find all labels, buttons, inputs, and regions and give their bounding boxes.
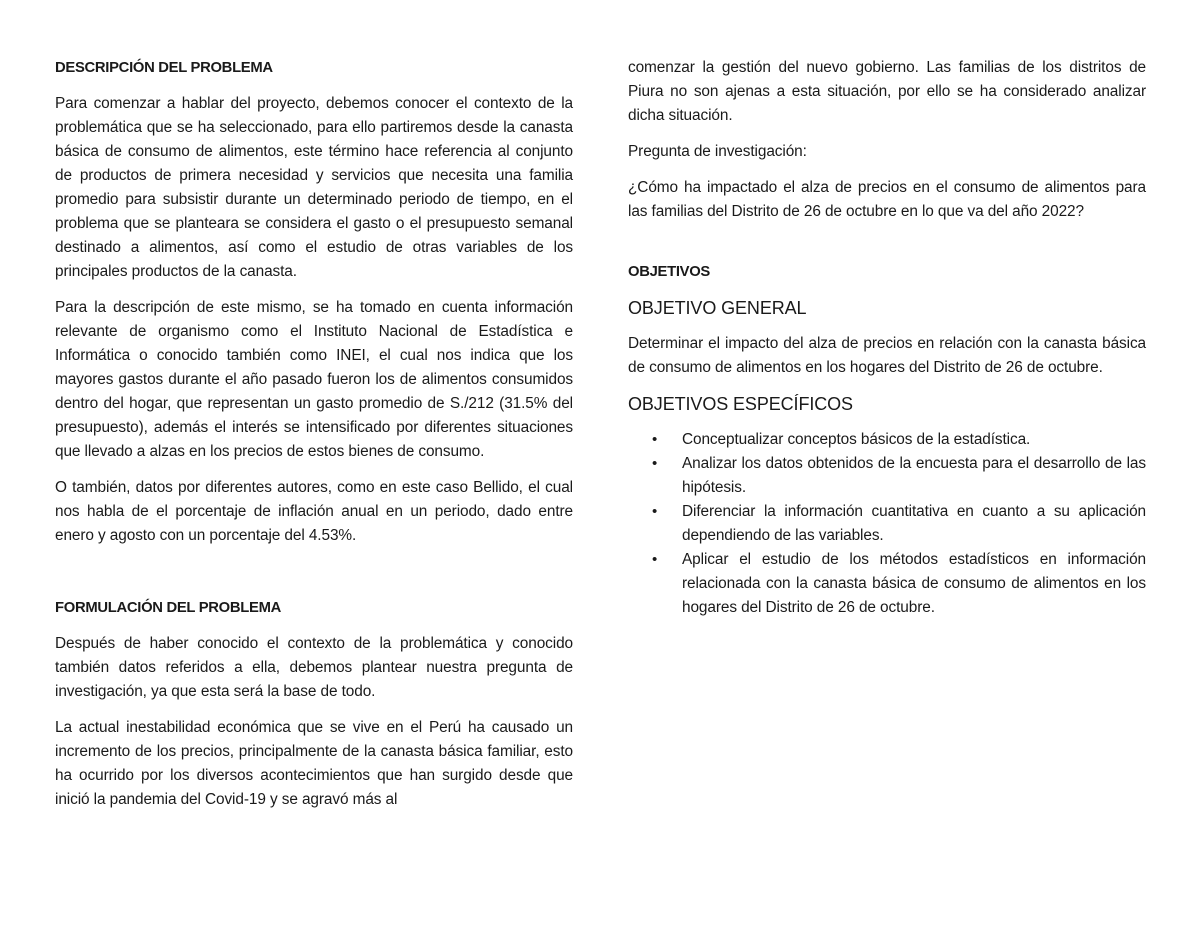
objectives-heading: OBJETIVOS	[628, 264, 710, 280]
right-column	[628, 56, 1146, 620]
list-item	[628, 452, 1146, 500]
left-column	[55, 56, 573, 812]
general-objective-text: Determinar el impacto del alza de precios en relación con la canasta básica de consumo de alimentos en los hogares del Distrito de 26 de octubre.	[628, 335, 1146, 376]
bullet-icon: •	[652, 503, 658, 520]
list-item	[628, 428, 1146, 452]
list-item-text: Diferenciar la información cuantitativa en cuanto a su aplicación dependiendo de las variables.	[682, 503, 1146, 544]
bullet-icon: •	[652, 455, 658, 472]
general-objective-heading: OBJETIVO GENERAL	[628, 298, 807, 318]
list-item	[628, 500, 1146, 548]
bullet-icon: •	[652, 431, 658, 448]
list-item-text: Aplicar el estudio de los métodos estadísticos en información relacionada con la canasta básica de consumo de alimentos en los hogares del Distrito de 26 de octubre.	[682, 551, 1146, 616]
list-item	[628, 548, 1146, 620]
specific-objectives-list	[628, 428, 1146, 620]
description-paragraph-1: Para comenzar a hablar del proyecto, debemos conocer el contexto de la problemática que se ha seleccionado, para ello partiremos desde la canasta básica de consumo de alimentos, este término hace referencia al conjunto de productos de primera necesidad y servicios que necesita una familia promedio para subsistir durante un determinado periodo de tiempo, en el problema que se planteara se considera el gasto o el presupuesto semanal destinado a alimentos, así como el estudio de otras variables de los principales productos de la canasta.	[55, 95, 573, 280]
formulation-paragraph-1: Después de haber conocido el contexto de la problemática y conocido también datos referidos a ella, debemos plantear nuestra pregunta de investigación, ya que esta será la base de todo.	[55, 635, 573, 700]
formulation-paragraph-2: La actual inestabilidad económica que se vive en el Perú ha causado un incremento de los precios, principalmente de la canasta básica familiar, esto ha ocurrido por los diversos acontecimientos que han surgido desde que inició la pandemia del Covid-19 y se agravó más al	[55, 719, 573, 808]
research-question-text: ¿Cómo ha impactado el alza de precios en el consumo de alimentos para las familias del Distrito de 26 de octubre en lo que va del año 2022?	[628, 179, 1146, 220]
description-heading: DESCRIPCIÓN DEL PROBLEMA	[55, 60, 273, 76]
research-question-label: Pregunta de investigación:	[628, 143, 807, 160]
list-item-text: Conceptualizar conceptos básicos de la estadística.	[682, 431, 1031, 448]
description-paragraph-2: Para la descripción de este mismo, se ha tomado en cuenta información relevante de organismo como el Instituto Nacional de Estadística e Informática o conocido también como INEI, el cual nos indica que los mayores gastos durante el año pasado fueron los de alimentos consumidos dentro del hogar, que representan un gasto promedio de S./212 (31.5% del presupuesto), además el interés se intensificado por diferentes situaciones que llevado a alzas en los precios de estos bienes de consumo.	[55, 299, 573, 460]
formulation-continuation: comenzar la gestión del nuevo gobierno. Las familias de los distritos de Piura no son ajenas a esta situación, por ello se ha considerado analizar dicha situación.	[628, 59, 1146, 124]
formulation-heading: FORMULACIÓN DEL PROBLEMA	[55, 600, 281, 616]
bullet-icon: •	[652, 551, 658, 568]
specific-objectives-heading: OBJETIVOS ESPECÍFICOS	[628, 394, 853, 414]
list-item-text: Analizar los datos obtenidos de la encuesta para el desarrollo de las hipótesis.	[682, 455, 1146, 496]
description-paragraph-3: O también, datos por diferentes autores, como en este caso Bellido, el cual nos habla de el porcentaje de inflación anual en un periodo, dado entre enero y agosto con un porcentaje del 4.53%.	[55, 479, 573, 544]
